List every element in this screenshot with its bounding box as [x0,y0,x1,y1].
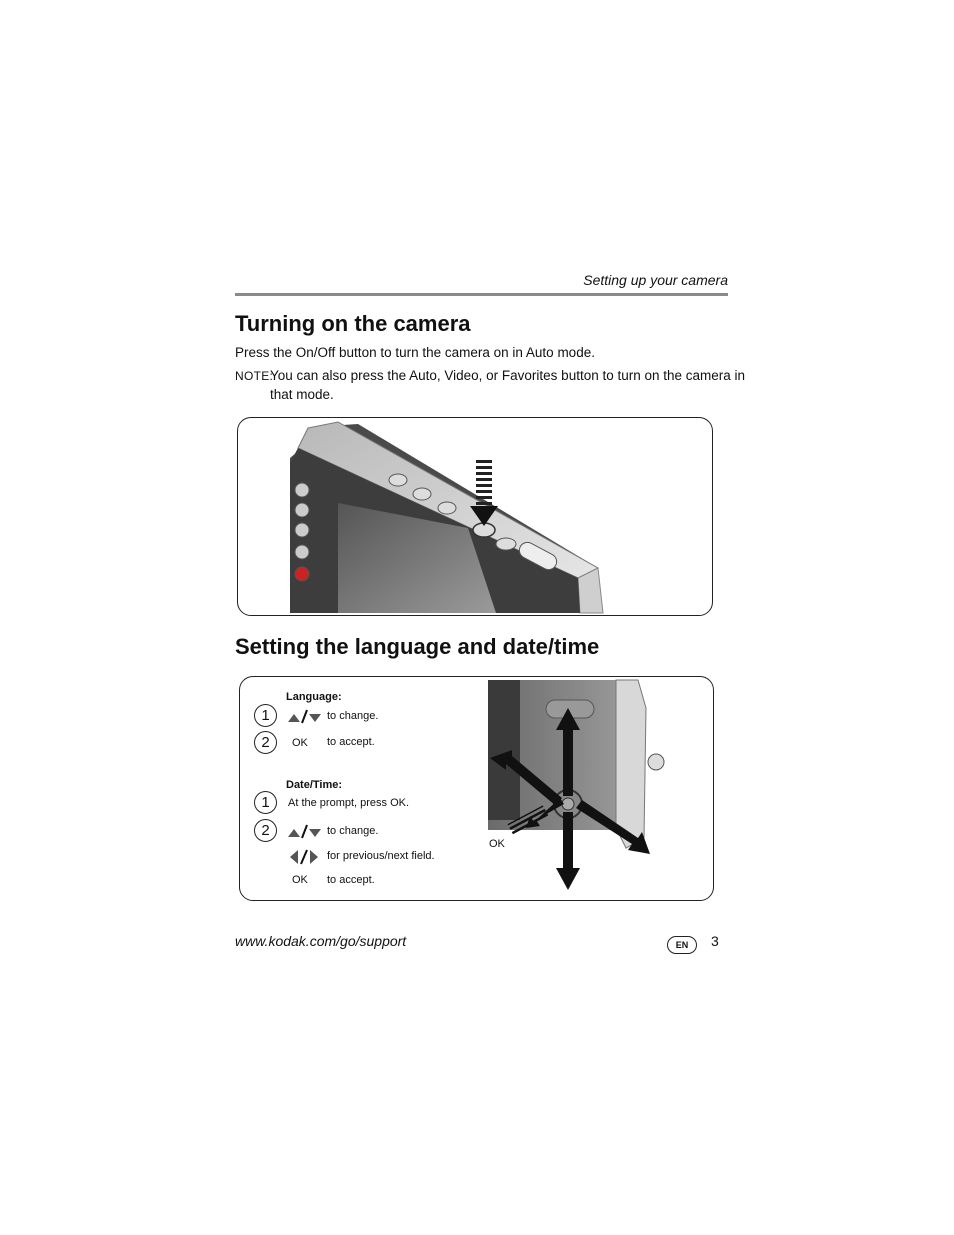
ok-key-label: OK [292,874,308,886]
step-number: 1 [254,704,277,727]
step-text: to change. [327,825,379,837]
step-text: to accept. [327,874,375,886]
step-number: 1 [254,791,277,814]
camera-top-illustration [238,418,712,615]
step-text: to change. [327,710,379,722]
note-line-1: You can also press the Auto, Video, or Favorites button to turn on the camera in [270,368,746,383]
step-text: for previous/next field. [327,850,435,862]
step-number: 2 [254,819,277,842]
language-label: Language: [286,691,342,703]
datetime-label: Date/Time: [286,779,343,791]
note-line-2: that mode. [270,387,334,402]
step-text: to accept. [327,736,375,748]
turning-on-instruction: Press the On/Off button to turn the camera on in Auto mode. [235,345,595,360]
header-rule [235,293,728,296]
camera-top-figure [237,417,713,616]
up-down-arrows-icon [286,823,322,839]
section-title-setting: Setting the language and date/time [235,634,600,659]
left-right-arrows-icon [288,848,322,866]
step-text: At the prompt, press OK. [288,797,410,809]
up-down-arrows-icon [286,708,322,724]
running-header: Setting up your camera [583,272,728,288]
ok-callout: OK [489,838,505,850]
footer-url[interactable]: www.kodak.com/go/support [235,933,407,949]
section-title-turning-on: Turning on the camera [235,311,471,336]
language-badge: EN [667,936,697,954]
camera-back-illustration [486,678,666,896]
step-number: 2 [254,731,277,754]
page-number: 3 [711,933,719,949]
ok-key-label: OK [292,737,308,749]
note-label: NOTE: [235,369,274,383]
